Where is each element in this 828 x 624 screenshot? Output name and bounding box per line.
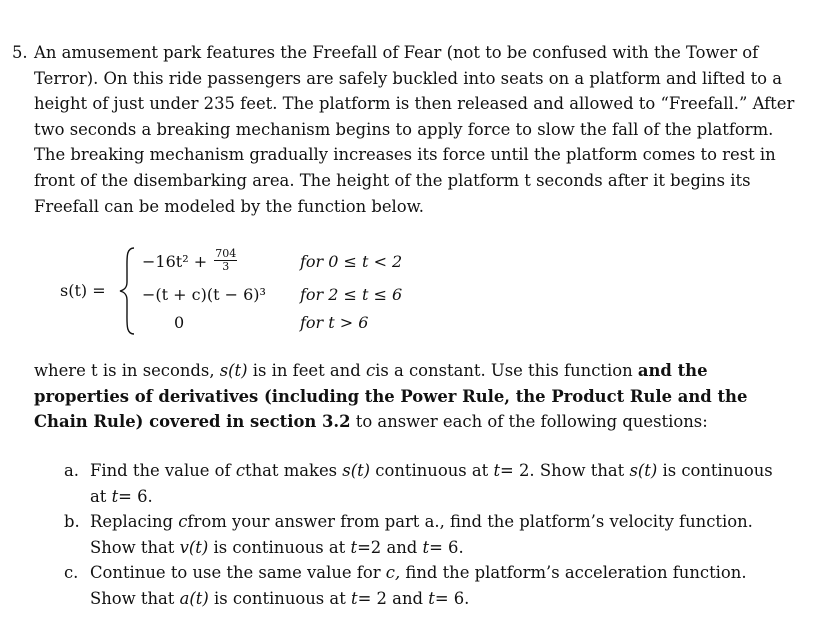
- question-math: c,: [385, 563, 401, 583]
- question-text: is continuous at: [208, 537, 351, 557]
- question-text: is continuous at: [90, 461, 773, 506]
- question-text: = 6.: [429, 537, 464, 557]
- case-1-condition: for 0 ≤ t < 2: [300, 252, 403, 271]
- instructions-text: where t is in seconds,: [34, 361, 220, 380]
- problem-text: An amusement park features the Freefall of Fear (not to be confused with the Tower of Terror). On this ride passengers are safely buckled into seats on a platform and lifted to a height of just under 235 feet. The platform is then released and allowed to “Freefall.” After two seconds a breaking mechanism begins to apply force to slow the fall of the platform. The breaking mechanism gradually increases its force until the platform comes to rest in front of the disembarking area. The height of the platform t seconds after it begins its Freefall can be modeled by the function below.: [34, 43, 795, 216]
- case-1-polynomial: −16t² +: [142, 252, 208, 271]
- function-name: s(t) =: [60, 281, 106, 300]
- question-text: = 2 and: [357, 588, 429, 608]
- instructions-paragraph: [34, 358, 804, 435]
- question-math: c: [178, 512, 188, 532]
- question-math: t: [493, 461, 501, 480]
- question-text: = 2. Show that: [500, 461, 630, 480]
- case-3-condition: for t > 6: [300, 313, 369, 332]
- question-text: Continue to use the same value for: [90, 563, 386, 583]
- question-text: =2 and: [357, 537, 423, 557]
- question-text: find the platform’s acceleration function. Show that: [90, 563, 747, 608]
- question-text: Find the value of: [90, 461, 236, 480]
- problem-statement: [12, 40, 802, 219]
- left-brace-icon: [118, 246, 138, 336]
- instructions-text: is in feet and: [247, 361, 366, 380]
- question-text: continuous at: [370, 461, 494, 480]
- question-c: [64, 560, 784, 611]
- case-3-expression: 0: [174, 313, 185, 332]
- fraction-denominator: 3: [222, 260, 230, 273]
- question-label: a.: [64, 461, 79, 480]
- instructions-math: c: [365, 361, 376, 380]
- question-list: [64, 458, 784, 612]
- question-math: a(t): [179, 588, 209, 608]
- question-text: from your answer from part a., find the platform’s velocity function. Show that: [90, 512, 753, 557]
- question-b: [64, 509, 784, 560]
- fraction-numerator: 704: [215, 247, 237, 260]
- question-a: [64, 458, 784, 509]
- question-math: s(t): [342, 461, 371, 480]
- fraction: [214, 248, 237, 273]
- question-math: t: [111, 486, 119, 506]
- question-math: s(t): [629, 461, 658, 480]
- question-math: t: [351, 588, 358, 608]
- question-text: Replacing: [90, 512, 179, 532]
- problem-number: 5.: [12, 43, 28, 62]
- question-text: that makes: [245, 461, 343, 480]
- instructions-text: is a constant. Use this function: [375, 361, 638, 380]
- question-text: = 6.: [118, 486, 153, 506]
- question-math: c: [235, 461, 245, 480]
- question-label: b.: [64, 512, 80, 532]
- piecewise-function: [60, 240, 480, 340]
- case-1-expression: [142, 247, 237, 275]
- instructions-text: to answer each of the following questions:: [350, 412, 708, 432]
- instructions-bold-text: and the properties of derivatives (including the Power Rule, the Product Rule and the Chain Rule) covered in section 3.2: [34, 361, 748, 432]
- case-2-condition: for 2 ≤ t ≤ 6: [300, 285, 403, 304]
- question-label: c.: [64, 563, 79, 583]
- question-math: t: [428, 588, 435, 608]
- question-math: v(t): [179, 537, 209, 557]
- question-text: = 6.: [434, 588, 470, 608]
- instructions-math: s(t): [219, 361, 248, 380]
- question-math: t: [422, 537, 430, 557]
- question-text: is continuous at: [208, 588, 351, 608]
- question-math: t: [350, 537, 358, 557]
- case-2-expression: −(t + c)(t − 6)³: [142, 285, 266, 304]
